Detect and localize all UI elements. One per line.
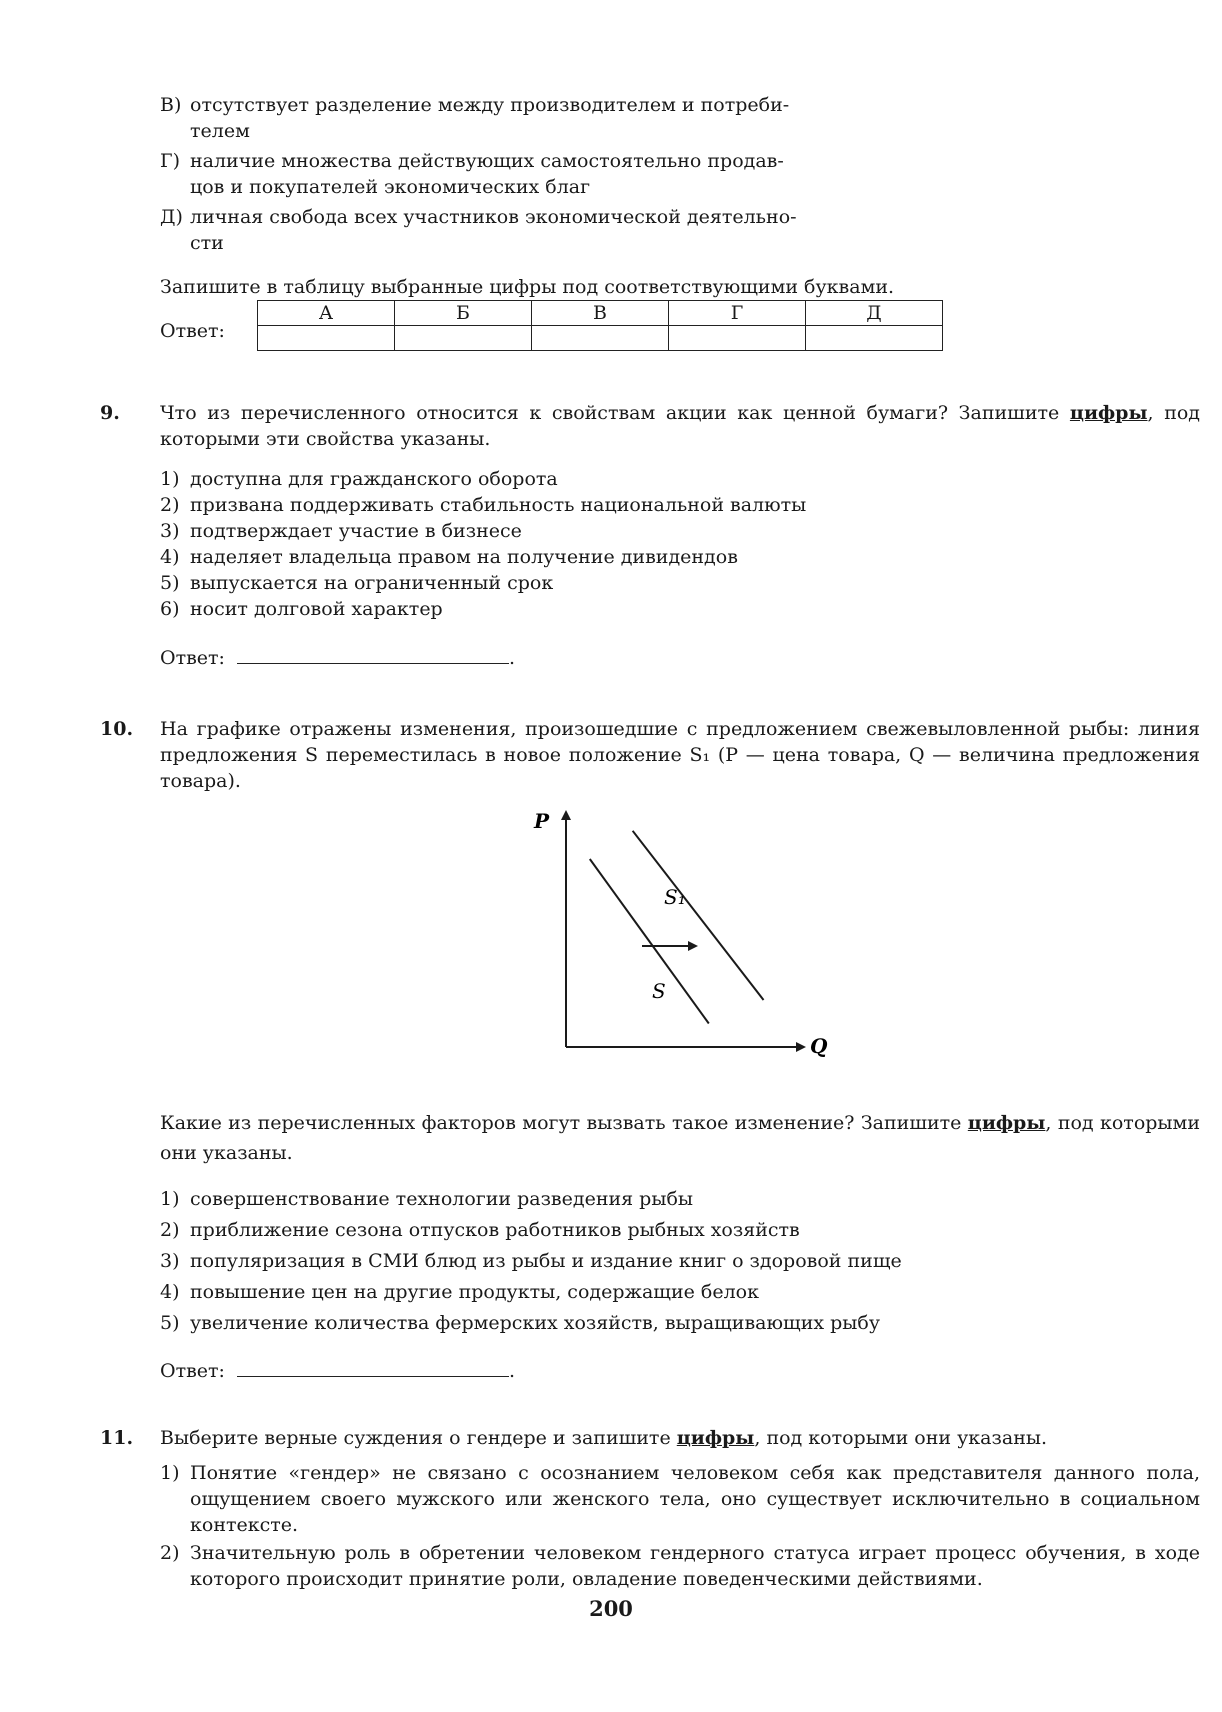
q8-option-number: Д) xyxy=(160,206,183,228)
q11-text xyxy=(160,1425,1200,1451)
answer-cell[interactable] xyxy=(395,326,532,351)
q10-option xyxy=(160,1279,1200,1305)
supply-line-s xyxy=(590,859,709,1024)
option-number: 1) xyxy=(160,468,180,490)
q9-option xyxy=(160,466,1200,492)
q11-number: 11. xyxy=(100,1427,134,1449)
q8-option-text-line2: цов и покупателей экономических благ xyxy=(190,176,591,198)
answer-table-header: А xyxy=(258,301,395,326)
q10-question-before: Какие из перечисленных факторов могут вызвать такое изменение? Запишите xyxy=(160,1112,962,1134)
answer-period: . xyxy=(508,647,515,669)
option-number: 3) xyxy=(160,520,180,542)
option-text: повышение цен на другие продукты, содержащие белок xyxy=(190,1281,759,1303)
answer-label: Ответ: xyxy=(160,647,225,669)
q11-option xyxy=(160,1540,1200,1592)
option-number: 2) xyxy=(160,1542,180,1564)
q8-option-text-line2: сти xyxy=(190,232,224,254)
q10-option xyxy=(160,1310,1200,1336)
answer-cell[interactable] xyxy=(532,326,669,351)
q10-option xyxy=(160,1186,1200,1212)
option-number: 6) xyxy=(160,598,180,620)
q11-text-bold: цифры xyxy=(676,1427,755,1449)
option-text: подтверждает участие в бизнесе xyxy=(190,520,522,542)
answer-table-header: Д xyxy=(806,301,943,326)
q8-option-number: В) xyxy=(160,94,182,116)
supply-shift-chart xyxy=(520,800,840,1070)
option-number: 3) xyxy=(160,1250,180,1272)
q10-question-bold: цифры xyxy=(967,1112,1046,1134)
q10-option xyxy=(160,1217,1200,1243)
q8-option-text-line1: личная свобода всех участников экономической деятельно- xyxy=(190,206,797,228)
option-text: приближение сезона отпусков работников рыбных хозяйств xyxy=(190,1219,800,1241)
option-number: 2) xyxy=(160,494,180,516)
q9-text-after: , под которыми эти свойства указаны. xyxy=(160,402,1200,450)
q8-answer-label: Ответ: xyxy=(160,320,225,342)
option-text: совершенствование технологии разведения рыбы xyxy=(190,1188,694,1210)
q10-question xyxy=(160,1108,1200,1168)
option-number: 2) xyxy=(160,1219,180,1241)
supply-label-s1: S₁ xyxy=(664,885,686,909)
option-number: 5) xyxy=(160,1312,180,1334)
q11-text-after: , под которыми они указаны. xyxy=(754,1427,1048,1449)
q9-option xyxy=(160,518,1200,544)
option-number: 4) xyxy=(160,546,180,568)
answer-period: . xyxy=(508,1360,515,1382)
q8-option-number: Г) xyxy=(160,150,180,172)
option-text: доступна для гражданского оборота xyxy=(190,468,558,490)
q9-option xyxy=(160,570,1200,596)
option-number: 5) xyxy=(160,572,180,594)
option-text: носит долговой характер xyxy=(190,598,443,620)
answer-line[interactable] xyxy=(237,1358,509,1377)
q8-option-d xyxy=(160,204,1200,256)
q10-intro: На графике отражены изменения, произошедшие с предложением свежевыловленной рыбы: линия предложения S переместилась в новое положение S₁ (P — цена товара, Q — величина предложения товара). xyxy=(160,718,1200,792)
q10-answer xyxy=(160,1358,515,1384)
x-axis-label: Q xyxy=(810,1034,828,1058)
q8-option-text-line2: телем xyxy=(190,120,250,142)
q8-option-g xyxy=(160,148,1200,200)
answer-label: Ответ: xyxy=(160,1360,225,1382)
answer-table-input-row xyxy=(258,326,943,351)
q9-option xyxy=(160,596,1200,622)
q11-option xyxy=(160,1460,1200,1538)
q9-number: 9. xyxy=(100,402,120,424)
option-text: Значительную роль в обретении человеком гендерного статуса играет процесс обучения, в ходе которого происходит принятие роли, овладение поведенческими действиями. xyxy=(190,1542,1200,1590)
q10-option xyxy=(160,1248,1200,1274)
supply-label-s: S xyxy=(652,979,666,1003)
option-number: 1) xyxy=(160,1188,180,1210)
q9-text-bold: цифры xyxy=(1069,402,1148,424)
answer-cell[interactable] xyxy=(806,326,943,351)
answer-line[interactable] xyxy=(237,645,509,664)
page-number: 200 xyxy=(589,1596,633,1621)
q9-option xyxy=(160,544,1200,570)
q9-text xyxy=(160,400,1200,452)
q8-option-text-line1: отсутствует разделение между производителем и потреби- xyxy=(190,94,790,116)
q9-option xyxy=(160,492,1200,518)
option-text: популяризация в СМИ блюд из рыбы и издание книг о здоровой пище xyxy=(190,1250,902,1272)
option-text: увеличение количества фермерских хозяйств, выращивающих рыбу xyxy=(190,1312,881,1334)
option-text: наделяет владельца правом на получение дивидендов xyxy=(190,546,738,568)
q8-table-instruction: Запишите в таблицу выбранные цифры под соответствующими буквами. xyxy=(160,276,895,298)
answer-table-header: Г xyxy=(669,301,806,326)
y-axis-label: P xyxy=(534,809,550,833)
q11-text-before: Выберите верные суждения о гендере и запишите xyxy=(160,1427,671,1449)
answer-cell[interactable] xyxy=(669,326,806,351)
option-number: 1) xyxy=(160,1462,180,1484)
answer-cell[interactable] xyxy=(258,326,395,351)
q10-question-after: , под которыми они указаны. xyxy=(160,1112,1200,1164)
q8-answer-table xyxy=(257,300,943,351)
option-text: выпускается на ограниченный срок xyxy=(190,572,554,594)
option-number: 4) xyxy=(160,1281,180,1303)
q9-text-before: Что из перечисленного относится к свойствам акции как ценной бумаги? Запишите xyxy=(160,402,1060,424)
answer-table-header: В xyxy=(532,301,669,326)
answer-table-header: Б xyxy=(395,301,532,326)
q8-option-v xyxy=(160,92,1200,144)
q8-option-text-line1: наличие множества действующих самостоятельно продав- xyxy=(190,150,784,172)
q10-number: 10. xyxy=(100,718,134,740)
option-text: призвана поддерживать стабильность национальной валюты xyxy=(190,494,807,516)
supply-line-s1 xyxy=(633,831,764,1000)
q9-answer xyxy=(160,645,515,671)
option-text: Понятие «гендер» не связано с осознанием человеком себя как представителя данного пола, ощущением своего мужского или женского тела, оно существует исключительно в социальном контексте. xyxy=(190,1462,1200,1536)
answer-table-header-row xyxy=(258,301,943,326)
